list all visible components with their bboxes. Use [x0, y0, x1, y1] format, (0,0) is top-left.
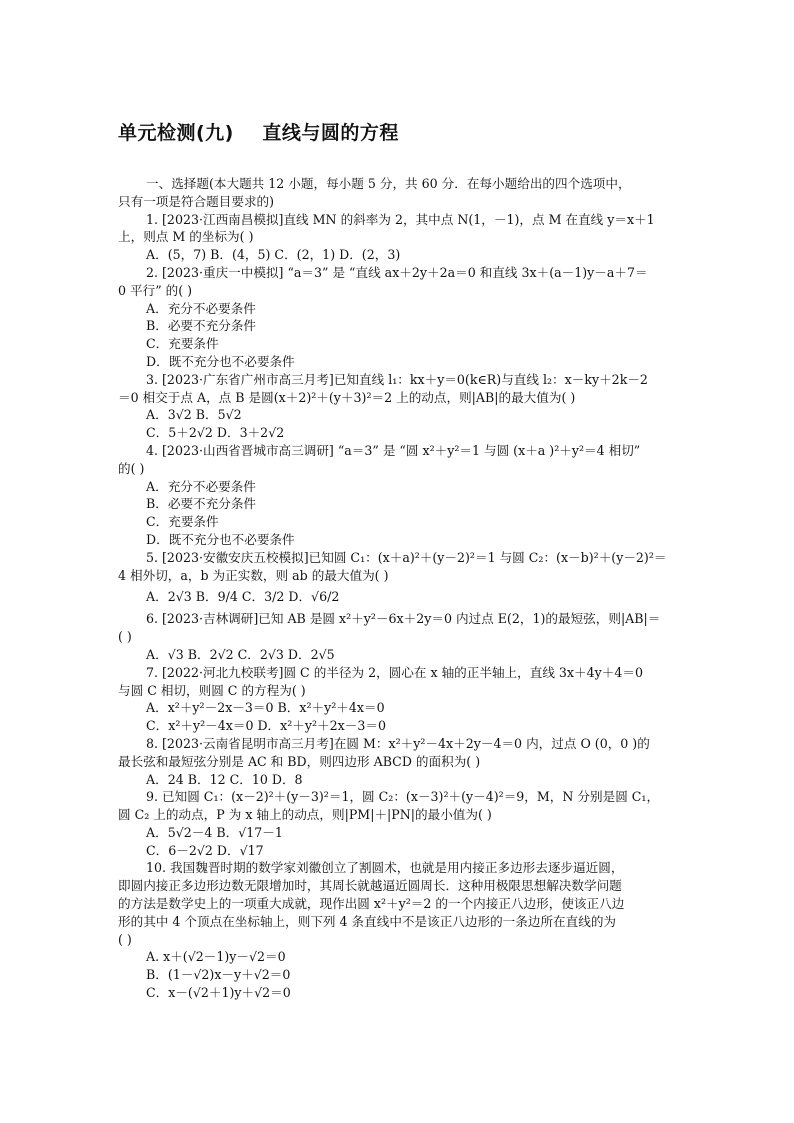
q1-options: A．(5，7) B．(4，5) C．(2，1) D．(2，3) — [146, 247, 401, 263]
q5-stem: 5. [2023·安徽安庆五校模拟]已知圆 C₁：(x＋a)²＋(y－2)²＝1 与圆 C₂：(x－b)²＋(y－2)²＝ — [146, 549, 667, 565]
q3-stem: 3. [2023·广东省广州市高三月考]已知直线 l₁：kx＋y＝0(k∈R)与直线 l₂：x－ky＋2k－2 — [146, 371, 648, 387]
q10-option-c: C．x－(√2＋1)y＋√2＝0 — [146, 985, 291, 1001]
q4-option-b: B．必要不充分条件 — [146, 496, 257, 512]
q8-stem: 8. [2023·云南省昆明市高三月考]在圆 M：x²＋y²－4x＋2y－4＝0 内，过点 O (0，0 )的 — [146, 735, 650, 751]
q7-stem-cont: 与圆 C 相切，则圆 C 的方程为( ) — [118, 682, 306, 698]
q3-options-cd: C．5＋2√2 D．3＋2√2 — [146, 425, 285, 441]
q4-stem: 4. [2023·山西省晋城市高三调研] “a＝3” 是 “圆 x²＋y²＝1 与圆 (x＋a )²＋y²＝4 相切” — [146, 442, 641, 458]
q6-stem-cont: ( ) — [118, 629, 132, 645]
q7-stem: 7. [2022·河北九校联考]圆 C 的半径为 2，圆心在 x 轴的正半轴上，直线 3x＋4y＋4＝0 — [146, 664, 643, 680]
section-header: 一、选择题(本大题共 12 小题，每小题 5 分，共 60 分．在每小题给出的四个选项中， — [146, 176, 631, 191]
q10-stem-cont-2: 的方法是数学史上的一项重大成就，现作出圆 x²＋y²＝2 的一个内接正八边形，使该正八边 — [118, 896, 625, 912]
q7-options-cd: C．x²＋y²－4x＝0 D．x²＋y²＋2x－3＝0 — [146, 718, 386, 734]
q7-options-ab: A．x²＋y²－2x－3＝0 B．x²＋y²＋4x＝0 — [146, 700, 385, 716]
q2-stem-cont: 0 平行” 的( ) — [118, 282, 193, 298]
q2-option-a: A．充分不必要条件 — [146, 300, 256, 316]
q3-stem-cont: ＝0 相交于点 A，点 B 是圆(x＋2)²＋(y＋3)²＝2 上的动点，则|AB|的最大值为( ) — [118, 389, 576, 405]
q8-options: A．24 B．12 C．10 D．8 — [146, 771, 303, 787]
q9-options-cd: C．6－2√2 D．√17 — [146, 842, 264, 858]
q6-stem: 6. [2023·吉林调研]已知 AB 是圆 x²＋y²－6x＋2y＝0 内过点 E(2，1)的最短弦，则|AB|＝ — [146, 611, 661, 627]
q4-stem-cont: 的( ) — [118, 460, 145, 476]
q9-options-ab: A．5√2－4 B．√17－1 — [146, 824, 283, 840]
q5-stem-cont: 4 相外切，a，b 为正实数，则 ab 的最大值为( ) — [118, 567, 389, 583]
section-header-cont: 只有一项是符合题目要求的) — [118, 193, 275, 209]
q2-option-c: C．充要条件 — [146, 336, 219, 352]
q10-stem: 10. 我国魏晋时期的数学家刘徽创立了割圆术，也就是用内接正多边形去逐步逼近圆， — [146, 860, 624, 876]
q9-stem: 9. 已知圆 C₁：(x－2)²＋(y－3)²＝1，圆 C₂：(x－3)²＋(y－4)²＝9，M，N 分别是圆 C₁， — [146, 789, 660, 805]
q4-option-c: C．充要条件 — [146, 514, 219, 530]
q10-option-a: A. x＋(√2－1)y－√2＝0 — [146, 949, 286, 965]
q2-stem: 2. [2023·重庆一中模拟] “a＝3” 是 “直线 ax＋2y＋2a＝0 和直线 3x＋(a－1)y－a＋7＝ — [146, 264, 648, 280]
q2-option-d: D．既不充分也不必要条件 — [146, 353, 295, 369]
q10-stem-cont-1: 即圆内接正多边形边数无限增加时，其周长就越逼近圆周长．这种用极限思想解决数学问题 — [118, 878, 622, 894]
q10-stem-cont-3: 形的其中 4 个顶点在坐标轴上，则下列 4 条直线中不是该正八边形的一条边所在直线的为 — [118, 913, 617, 929]
q6-options: A．√3 B．2√2 C．2√3 D．2√5 — [146, 646, 335, 662]
q10-stem-cont-4: ( ) — [118, 931, 132, 947]
q3-options-ab: A．3√2 B．5√2 — [146, 407, 242, 423]
q1-stem: 1. [2023·江西南昌模拟]直线 MN 的斜率为 2，其中点 N(1，－1)，点 M 在直线 y＝x＋1 — [146, 211, 655, 227]
q10-option-b: B．(1－√2)x－y＋√2＝0 — [146, 967, 291, 983]
document-page — [118, 118, 678, 1002]
q4-option-d: D．既不充分也不必要条件 — [146, 531, 295, 547]
q2-option-b: B．必要不充分条件 — [146, 318, 257, 334]
q5-options: A．2√3 B．9/4 C．3/2 D．√6/2 — [146, 589, 340, 605]
page-title: 单元检测(九) 直线与圆的方程 — [118, 122, 399, 144]
q4-option-a: A．充分不必要条件 — [146, 478, 256, 494]
q8-stem-cont: 最长弦和最短弦分别是 AC 和 BD，则四边形 ABCD 的面积为( ) — [118, 753, 481, 769]
q9-stem-cont: 圆 C₂ 上的动点，P 为 x 轴上的动点，则|PM|＋|PN|的最小值为( ) — [118, 807, 492, 823]
q1-stem-cont: 上，则点 M 的坐标为( ) — [118, 229, 254, 245]
